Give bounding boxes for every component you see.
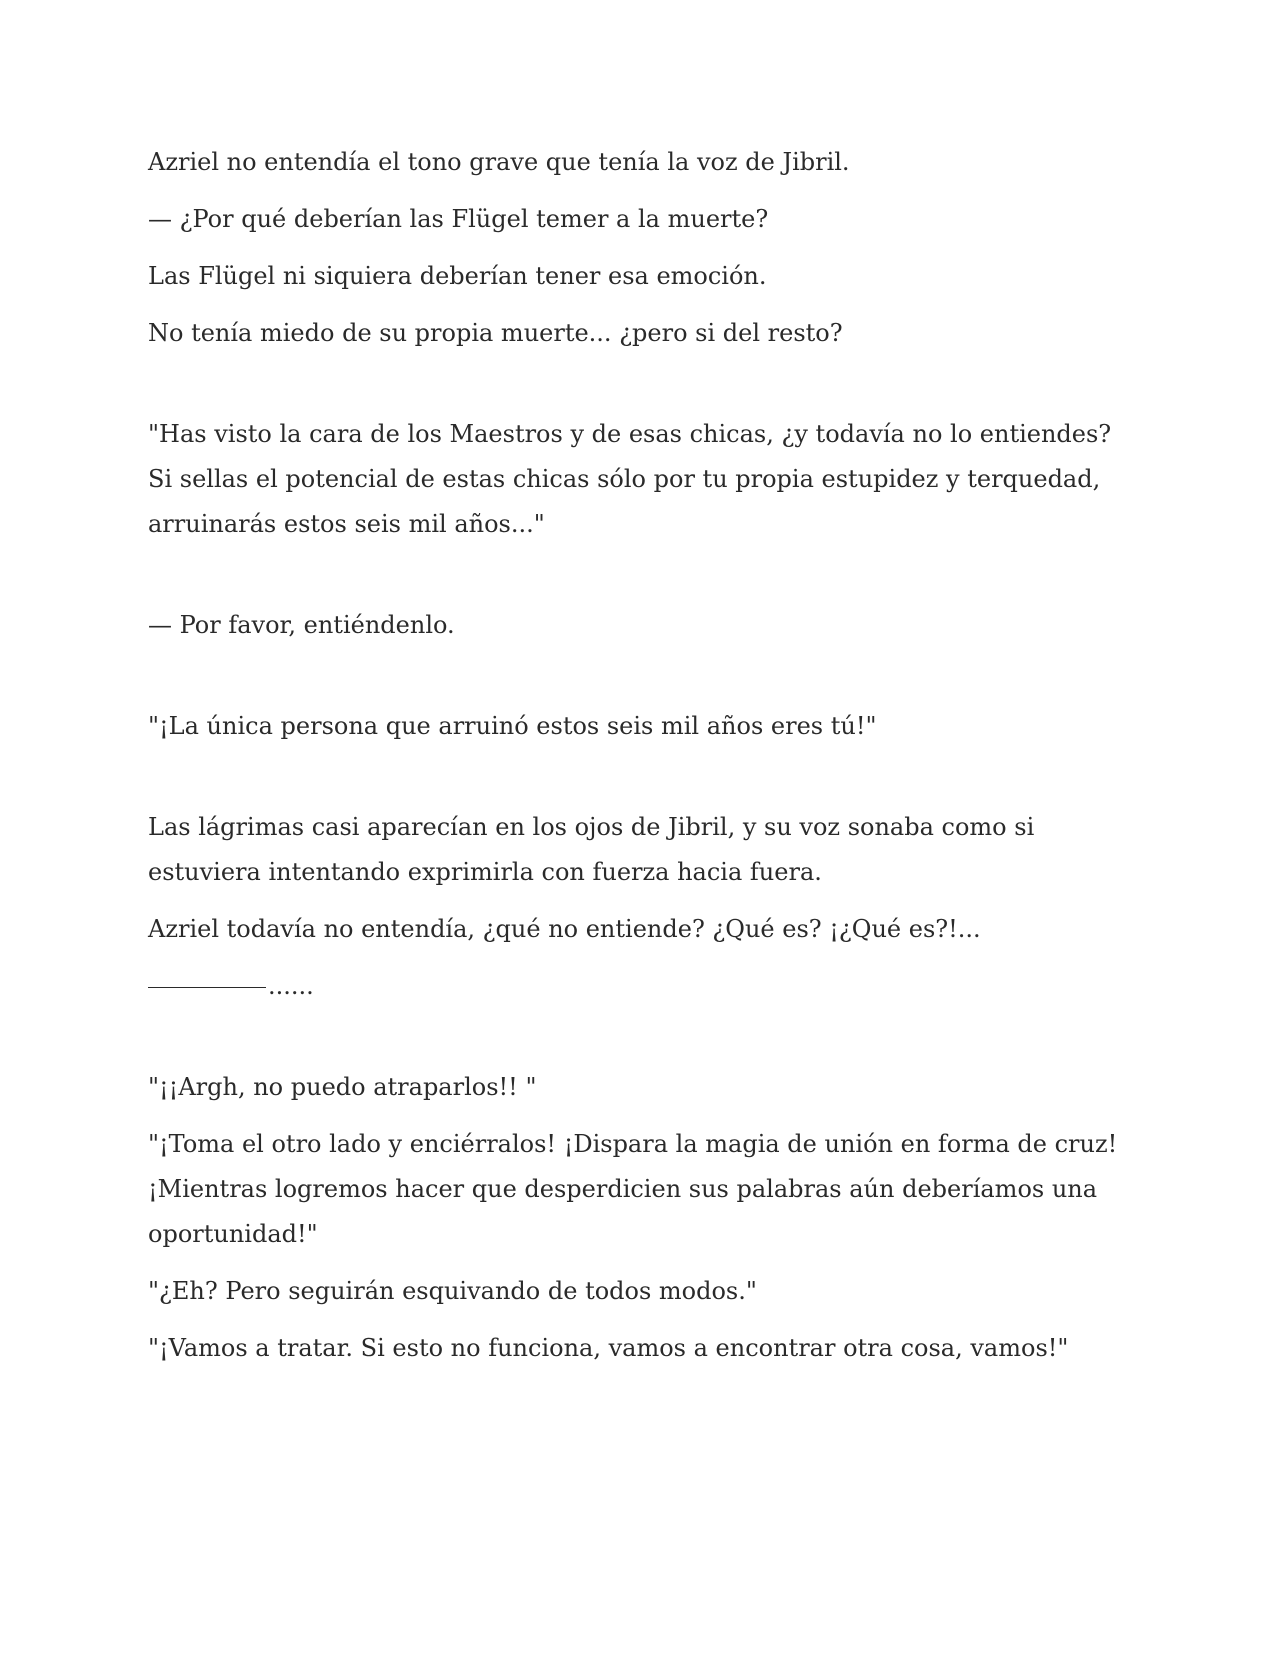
paragraph: "¿Eh? Pero seguirán esquivando de todos modos." — [148, 1277, 757, 1305]
scene-break-rule — [148, 987, 266, 988]
scene-break — [148, 964, 1138, 1009]
body-text — [148, 140, 1138, 1383]
paragraph: "¡¡Argh, no puedo atraparlos!! " — [148, 1073, 537, 1101]
paragraph: Las Flügel ni siquiera deberían tener esa emoción. — [148, 262, 767, 290]
scene-break-dots: ...... — [268, 972, 314, 1000]
paragraph: No tenía miedo de su propia muerte... ¿pero si del resto? — [148, 319, 843, 347]
paragraph: Azriel no entendía el tono grave que tenía la voz de Jibril. — [148, 148, 850, 176]
paragraph: "¡Toma el otro lado y enciérralos! ¡Dispara la magia de unión en forma de cruz! ¡Mientras logremos hacer que desperdicien sus palabras aún deberíamos una oportunidad!" — [148, 1130, 1118, 1248]
paragraph: Azriel todavía no entendía, ¿qué no entiende? ¿Qué es? ¡¿Qué es?!... — [148, 915, 981, 943]
paragraph: — Por favor, entiéndenlo. — [148, 611, 455, 639]
paragraph: Las lágrimas casi aparecían en los ojos de Jibril, y su voz sonaba como si estuviera intentando exprimirla con fuerza hacia fuera. — [148, 813, 1035, 886]
paragraph: — ¿Por qué deberían las Flügel temer a la muerte? — [148, 205, 769, 233]
paragraph: "¡La única persona que arruinó estos seis mil años eres tú!" — [148, 712, 877, 740]
paragraph: "Has visto la cara de los Maestros y de esas chicas, ¿y todavía no lo entiendes? Si sellas el potencial de estas chicas sólo por tu propia estupidez y terquedad, arruinarás estos seis mil años..." — [148, 420, 1112, 538]
paragraph: "¡Vamos a tratar. Si esto no funciona, vamos a encontrar otra cosa, vamos!" — [148, 1334, 1069, 1362]
